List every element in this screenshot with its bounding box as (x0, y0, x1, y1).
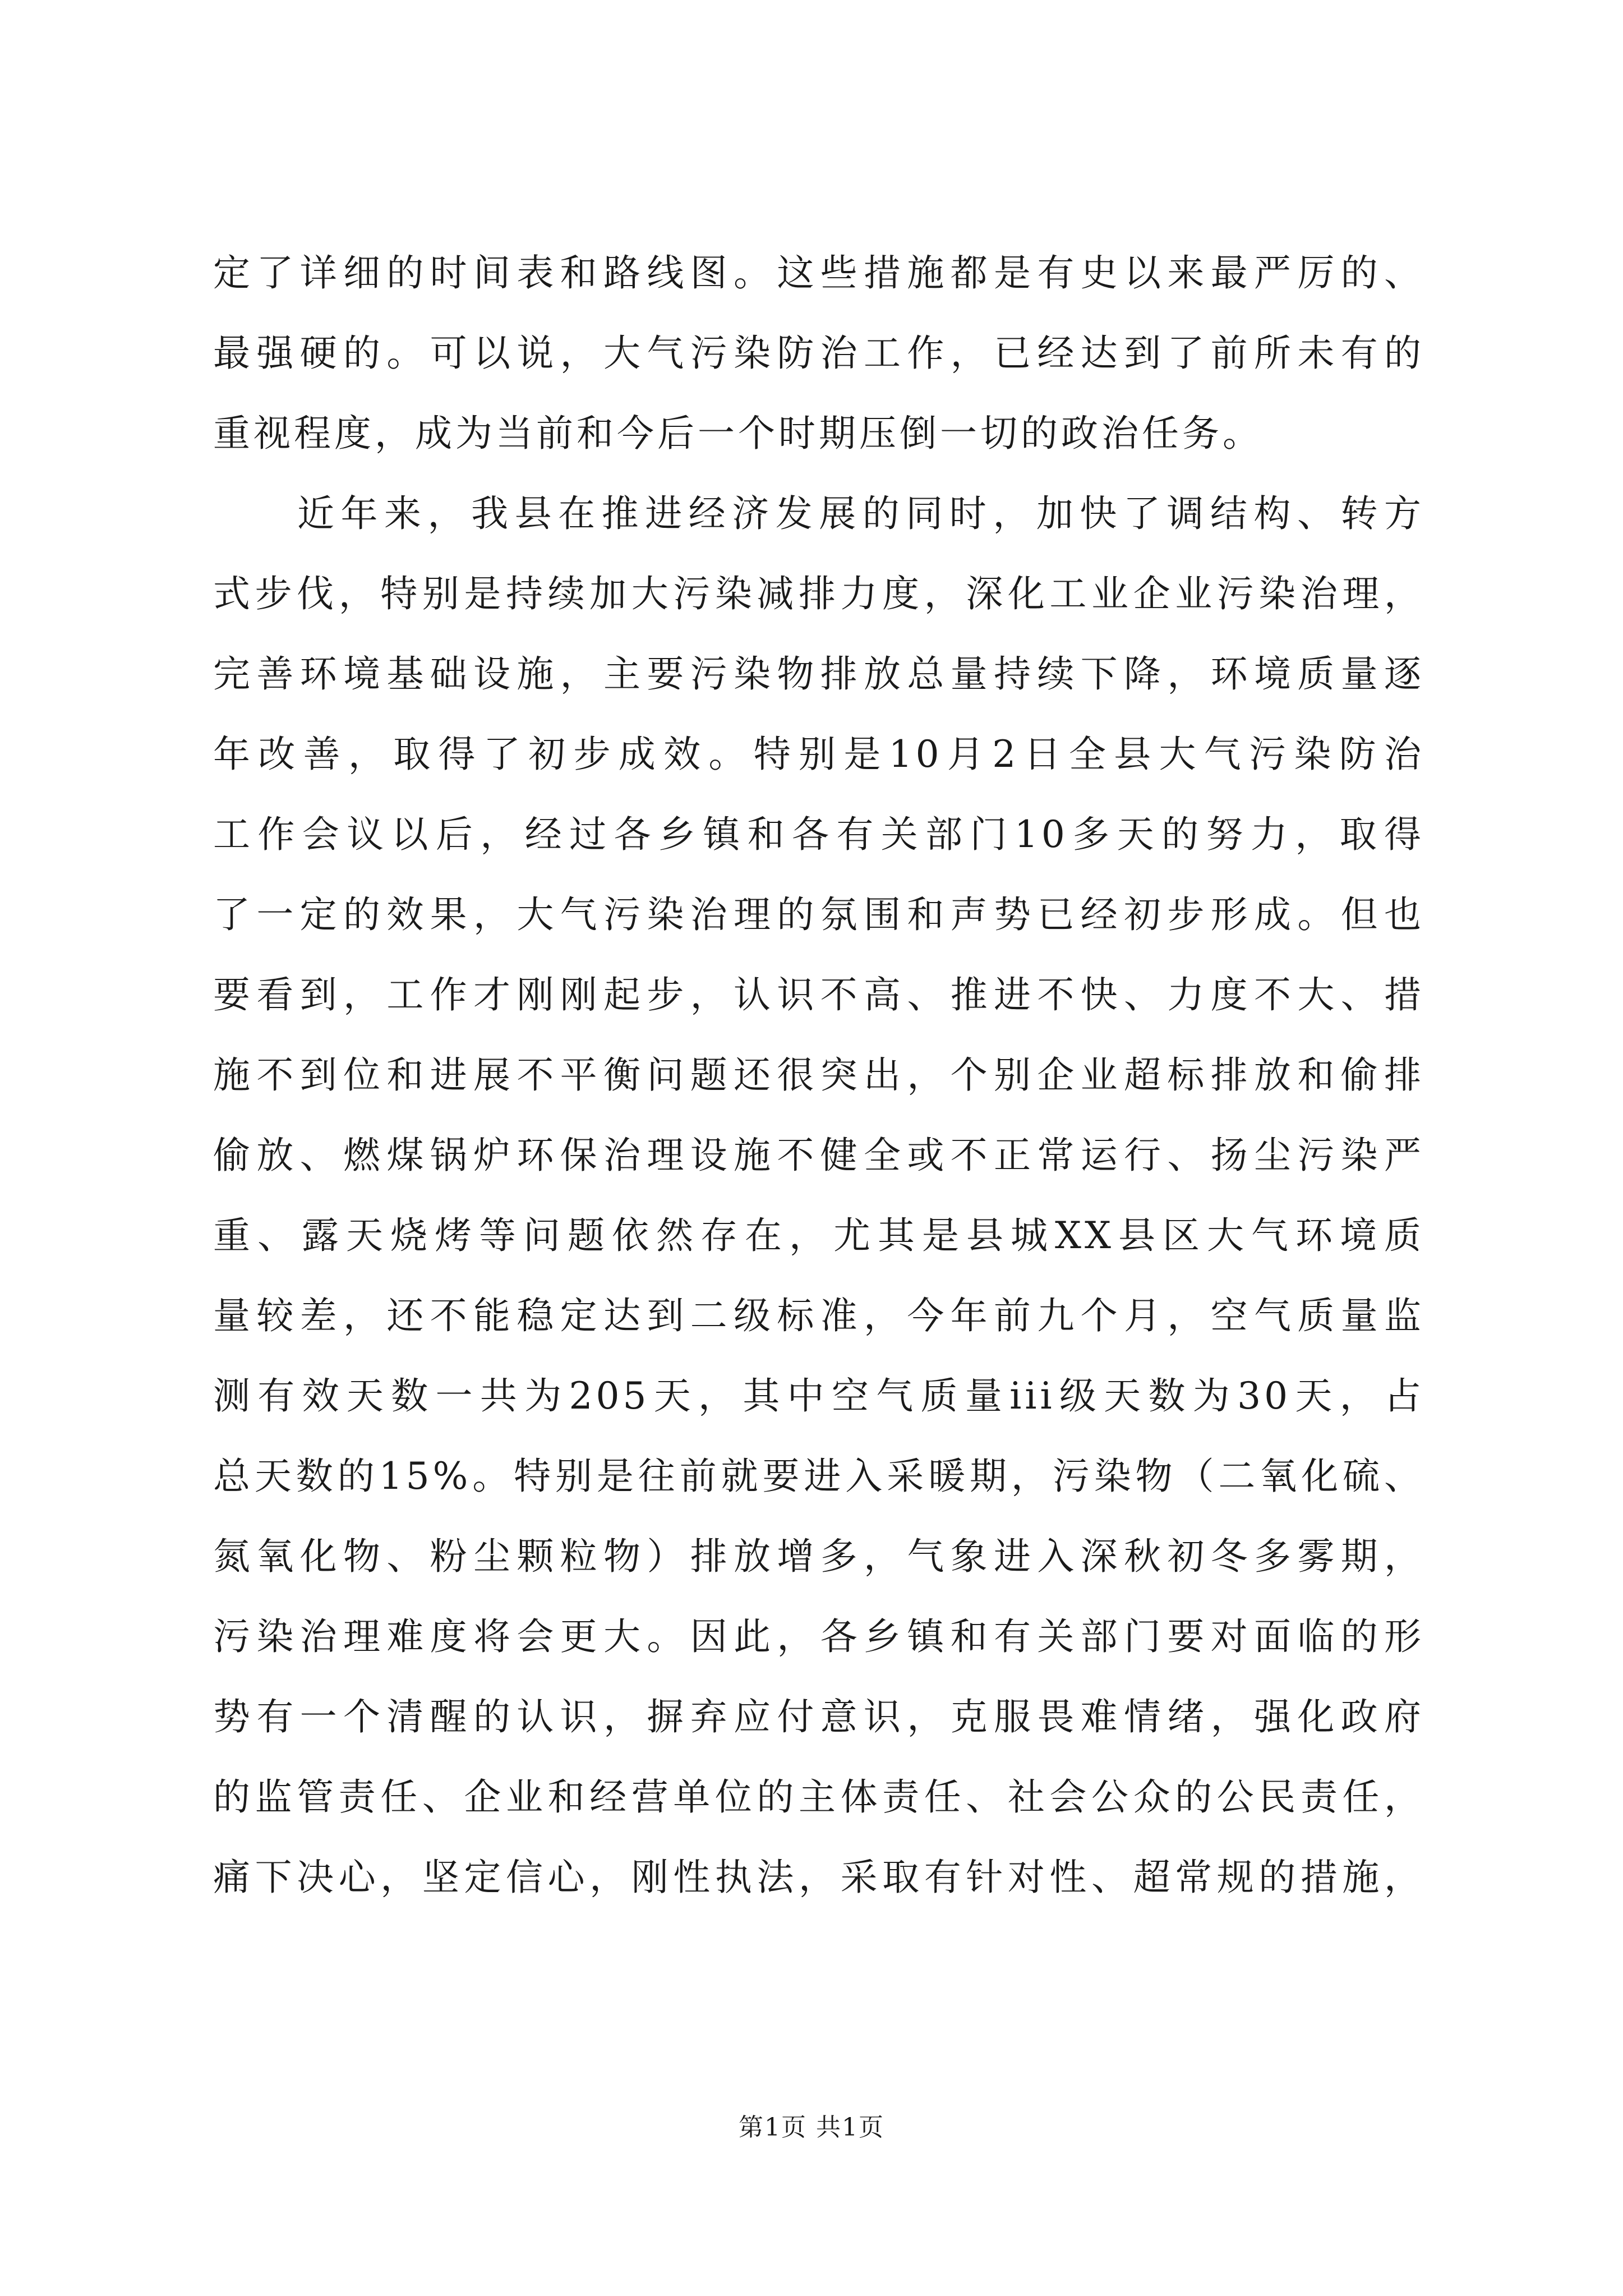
text-line: 定了详细的时间表和路线图。这些措施都是有史以来最严厉的、 (213, 251, 1424, 295)
body-text (213, 233, 1424, 1917)
page-number-footer: 第1页 共1页 (739, 2113, 884, 2142)
text-line: 完善环境基础设施，主要污染物排放总量持续下降，环境质量逐 (213, 652, 1424, 696)
text-line: 总天数的15%。特别是往前就要进入采暖期，污染物（二氧化硫、 (213, 1455, 1424, 1498)
text-line: 的监管责任、企业和经营单位的主体责任、社会公众的公民责任， (213, 1775, 1424, 1819)
text-line: 最强硬的。可以说，大气污染防治工作，已经达到了前所未有的 (213, 332, 1424, 375)
text-line: 氮氧化物、粉尘颗粒物）排放增多，气象进入深秋初冬多雾期， (213, 1535, 1424, 1578)
text-line: 式步伐，特别是持续加大污染减排力度，深化工业企业污染治理， (213, 572, 1424, 615)
text-line: 近年来，我县在推进经济发展的同时，加快了调结构、转方 (297, 492, 1424, 535)
text-line: 测有效天数一共为205天，其中空气质量iii级天数为30天，占 (213, 1374, 1424, 1418)
text-line: 了一定的效果，大气污染治理的氛围和声势已经初步形成。但也 (213, 893, 1424, 936)
text-line: 施不到位和进展不平衡问题还很突出，个别企业超标排放和偷排 (213, 1053, 1424, 1097)
text-line: 要看到，工作才刚刚起步，认识不高、推进不快、力度不大、措 (213, 973, 1424, 1016)
text-line: 年改善，取得了初步成效。特别是10月2日全县大气污染防治 (213, 733, 1424, 776)
text-line: 偷放、燃煤锅炉环保治理设施不健全或不正常运行、扬尘污染严 (213, 1134, 1424, 1177)
text-line: 重、露天烧烤等问题依然存在，尤其是县城XX县区大气环境质 (213, 1214, 1424, 1257)
text-line: 痛下决心，坚定信心，刚性执法，采取有针对性、超常规的措施， (213, 1856, 1424, 1899)
text-line: 污染治理难度将会更大。因此，各乡镇和有关部门要对面临的形 (213, 1615, 1424, 1658)
text-line: 势有一个清醒的认识，摒弃应付意识，克服畏难情绪，强化政府 (213, 1695, 1424, 1738)
text-line: 量较差，还不能稳定达到二级标准，今年前九个月，空气质量监 (213, 1294, 1424, 1337)
text-line: 工作会议以后，经过各乡镇和各有关部门10多天的努力，取得 (213, 813, 1424, 856)
text-line: 重视程度，成为当前和今后一个时期压倒一切的政治任务。 (213, 412, 1263, 455)
